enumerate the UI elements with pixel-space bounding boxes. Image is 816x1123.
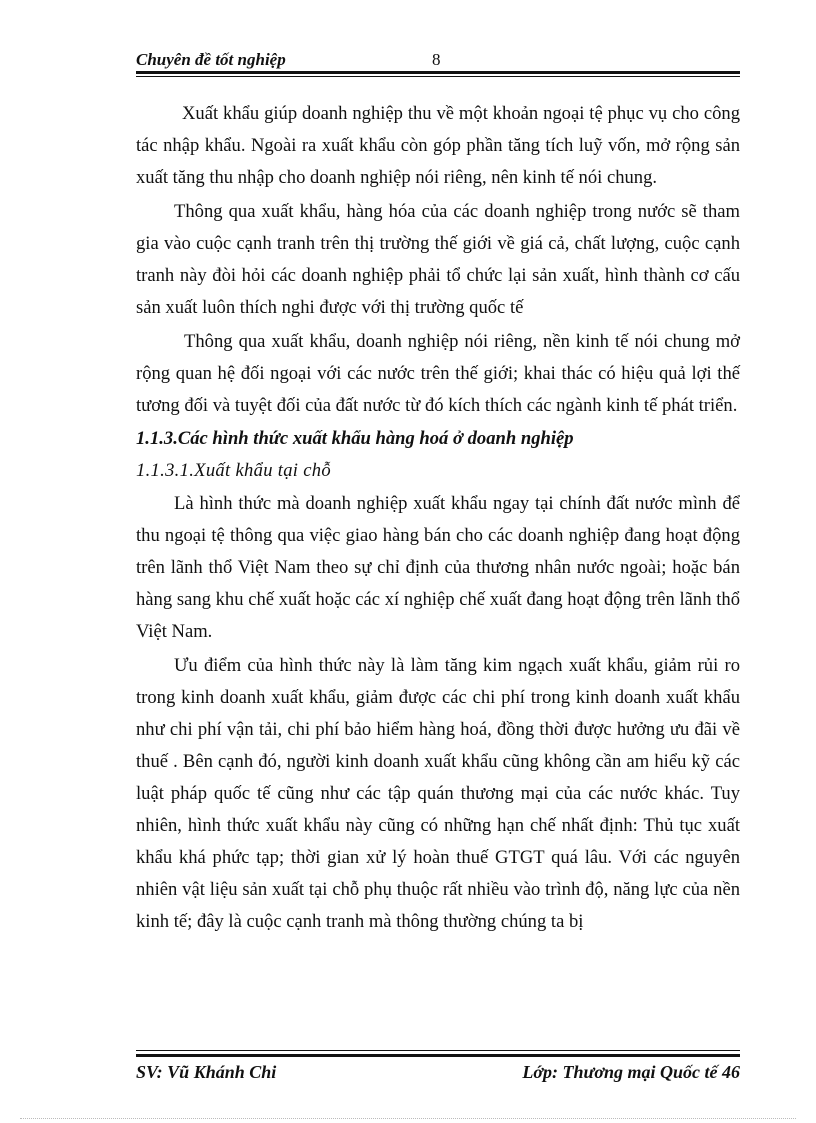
page-number: 8	[432, 50, 441, 69]
page-header	[136, 50, 740, 72]
page-body	[136, 98, 740, 938]
paragraph-2: Thông qua xuất khẩu, hàng hóa của các doanh nghiệp trong nước sẽ tham gia vào cuộc cạnh tranh trên thị trường thế giới về giá cả, chất lượng, cuộc cạnh tranh này đòi hỏi các doanh nghiệp phải tổ chức lại sản xuất, hình thành cơ cấu sản xuất luôn thích nghi được với thị trường quốc tế	[136, 201, 740, 318]
footer-rule-thick	[136, 1054, 740, 1057]
footer-class-name: Lớp: Thương mại Quốc tế 46	[522, 1062, 740, 1082]
paragraph-5: Ưu điểm của hình thức này là làm tăng kim ngạch xuất khẩu, giảm rủi ro trong kinh doanh xuất khẩu, giảm được các chi phí trong kinh doanh xuất khẩu như chi phí vận tải, chi phí bảo hiểm hàng hoá, đồng thời được hưởng ưu đãi về thuế . Bên cạnh đó, người kinh doanh xuất khẩu cũng không cần am hiểu kỹ các luật pháp quốc tế cũng như các tập quán thương mại của các nước khác. Tuy nhiên, hình thức xuất khẩu này cũng có những hạn chế nhất định: Thủ tục xuất khẩu khá phức tạp; thời gian xử lý hoàn thuế GTGT quá lâu. Với các nguyên nhiên vật liệu sản xuất tại chỗ phụ thuộc rất nhiều vào trình độ, năng lực của nền kinh tế; đây là cuộc cạnh tranh mà thông thường chúng ta bị	[136, 655, 740, 932]
section-heading: 1.1.3.Các hình thức xuất khẩu hàng hoá ở doanh nghiệp	[136, 428, 574, 449]
header-rule-thick	[136, 71, 740, 74]
subsection-heading: 1.1.3.1.Xuất khẩu tại chỗ	[136, 460, 331, 481]
paragraph-1: Xuất khẩu giúp doanh nghiệp thu về một khoản ngoại tệ phục vụ cho công tác nhập khẩu. Ngoài ra xuất khẩu còn góp phần tăng tích luỹ vốn, mở rộng sản xuất tăng thu nhập cho doanh nghiệp nói riêng, nên kinh tế nói chung.	[136, 103, 740, 188]
document-title: Chuyên đề tốt nghiệp	[136, 50, 286, 69]
footer-rule-thin	[136, 1050, 740, 1051]
paragraph-3: Thông qua xuất khẩu, doanh nghiệp nói riêng, nền kinh tế nói chung mở rộng quan hệ đối ngoại với các nước trên thế giới; khai thác có hiệu quả lợi thế tương đối và tuyệt đối của đất nước từ đó kích thích các ngành kinh tế phát triển.	[136, 331, 740, 416]
footer-student-name: SV: Vũ Khánh Chi	[136, 1062, 277, 1082]
paragraph-4: Là hình thức mà doanh nghiệp xuất khẩu ngay tại chính đất nước mình để thu ngoại tệ thông qua việc giao hàng bán cho các doanh nghiệp đang hoạt động trên lãnh thổ Việt Nam theo sự chỉ định của thương nhân nước ngoài; hoặc bán hàng sang khu chế xuất hoặc các xí nghiệp chế xuất đang hoạt động trên lãnh thổ Việt Nam.	[136, 493, 740, 642]
header-rule-thin	[136, 76, 740, 77]
page-edge-divider	[20, 1118, 796, 1119]
page-footer	[136, 1062, 740, 1086]
